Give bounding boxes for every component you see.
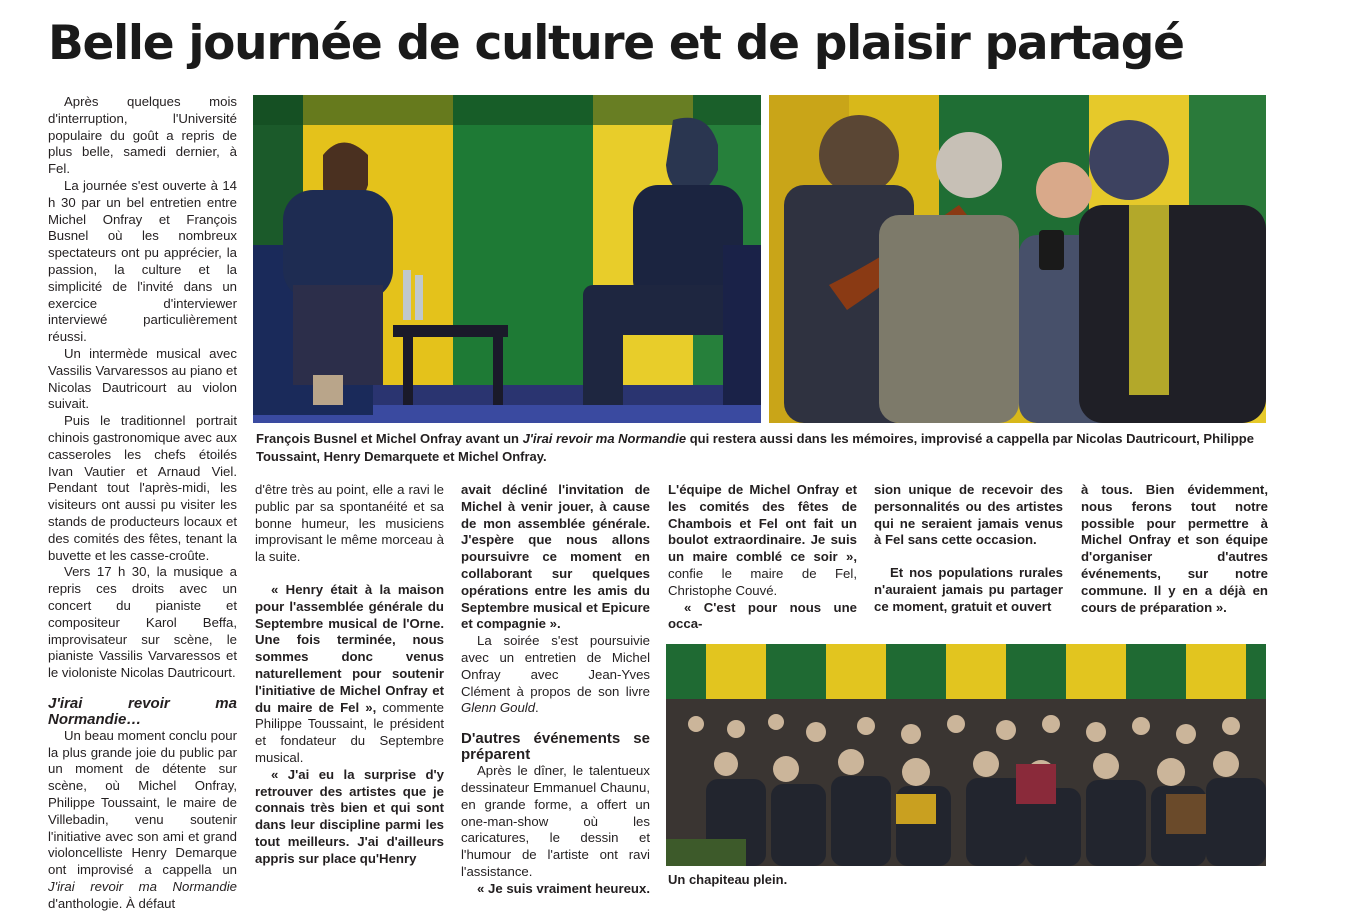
paragraph: « Je suis vraiment heureux. [477, 880, 650, 896]
photo-singers [769, 95, 1266, 423]
photo-interview-image [253, 95, 761, 423]
paragraph: Après le dîner, le talentueux dessinateur Emmanuel Chaunu, en grande forme, a offert un one-man-show où les caricatures, le dessin et l'humour de l'artiste ont ravi l'assistance. [461, 763, 650, 879]
article-column-5 [874, 482, 1063, 616]
photo-interview [253, 95, 761, 423]
paragraph: Et nos populations rurales n'auraient jamais pu partager ce moment, gratuit et ouvert [874, 565, 1063, 614]
headline: Belle journée de culture et de plaisir partagé [48, 16, 1184, 71]
paragraph: « Henry était à la maison pour l'assemblée générale du Septembre musical de l'Orne. Une fois terminée, nous sommes donc venus naturellement pour soutenir l'initiative de Michel Onfray et du maire de Fel », commente Philippe Toussaint, le président et fondateur du Septembre musical. [255, 581, 444, 765]
article-column-4 [668, 482, 857, 633]
photo-caption-bottom: Un chapiteau plein. [668, 872, 788, 887]
photo-audience [666, 644, 1266, 866]
paragraph: La soirée s'est poursuivie avec un entretien de Michel Onfray avec Jean-Yves Clément à propos de son livre Glenn Gould. [461, 633, 650, 716]
photo-caption-top: François Busnel et Michel Onfray avant un J'irai revoir ma Normandie qui restera aussi dans les mémoires, improvisé a cappella par Nicolas Dautricourt, Philippe Toussaint, Henry Demarquete et Michel Onfray. [256, 431, 1254, 464]
paragraph: Un intermède musical avec Vassilis Varvaressos au piano et Nicolas Dautricourt au violon suivait. [48, 345, 237, 412]
paragraph: Vers 17 h 30, la musique a repris ces droits avec un concert du pianiste et compositeur Karol Beffa, improvisateur sur scène, le pianiste Vassilis Varvaressos et le violoniste Nicolas Dautricourt. [48, 564, 237, 681]
paragraph: sion unique de recevoir des personnalités ou des artistes qui ne seraient jamais venus à Fel sans cette occasion. [874, 482, 1063, 548]
photo-audience-image [666, 644, 1266, 866]
subheading: J'irai revoir ma Normandie… [48, 694, 237, 728]
paragraph: L'équipe de Michel Onfray et les comités des fêtes de Chambois et Fel ont fait un boulot extraordinaire. Je suis un maire comblé ce soir », confie le maire de Fel, Christophe Couvé. [668, 482, 857, 598]
paragraph: Un beau moment conclu pour la plus grande joie du public par un moment de détente sur scène, où Michel Onfray, Philippe Toussaint, le maire de Villebadin, venu soutenir l'initiative avec son ami et grand violoncelliste Henry Demarque ont improvisé a cappella un J'irai revoir ma Normandie d'anthologie. À défaut [48, 727, 238, 911]
paragraph: Puis le traditionnel portrait chinois gastronomique avec aux casseroles les chefs étoilés Ivan Vautier et Arnaud Viel. Pendant tout l'après-midi, les visiteurs ont aussi pu visiter les stands de producteurs locaux et des comités des fêtes, tenant la buvette et les casse-croûte. [48, 413, 237, 563]
subheading: D'autres événements se préparent [461, 730, 650, 764]
paragraph: La journée s'est ouverte à 14 h 30 par un bel entretien entre Michel Onfray et François Busnel où les nombreux spectateurs ont pu apprécier, la passion, la culture et la simplicité de l'invité dans un exercice d'interviewer interviewé particulièrement réussi. [48, 177, 237, 345]
photo-singers-image [769, 95, 1266, 423]
article-column-2 [255, 482, 444, 868]
article-column-6 [1081, 482, 1268, 616]
paragraph: d'être très au point, elle a ravi le public par sa spontanéité et sa bonne humeur, les musiciens improvisant le même morceau à la suite. [255, 482, 444, 565]
paragraph: « C'est pour nous une occa- [668, 599, 857, 632]
article-column-1 [48, 94, 237, 913]
paragraph: à tous. Bien évidemment, nous ferons tout notre possible pour permettre à Michel Onfray et son équipe d'organiser d'autres événements, sur notre commune. Il y en a déjà en cours de préparation ». [1081, 482, 1268, 615]
paragraph: avait décliné l'invitation de Michel à venir jouer, à cause de mon assemblée générale. J'espère que nous allons poursuivre ce moment en collaborant sur quelques opérations entre les amis du Septembre musical et Epicure et compagnie ». [461, 482, 650, 632]
paragraph: « J'ai eu la surprise d'y retrouver des artistes que je connais très bien et qui sont dans leur discipline parmi les tout meilleurs. J'ai d'ailleurs appris sur place qu'Henry [255, 766, 444, 866]
article-column-3 [461, 482, 650, 898]
paragraph: Après quelques mois d'interruption, l'Université populaire du goût a repris de plus belle, samedi dernier, à Fel. [48, 94, 237, 177]
